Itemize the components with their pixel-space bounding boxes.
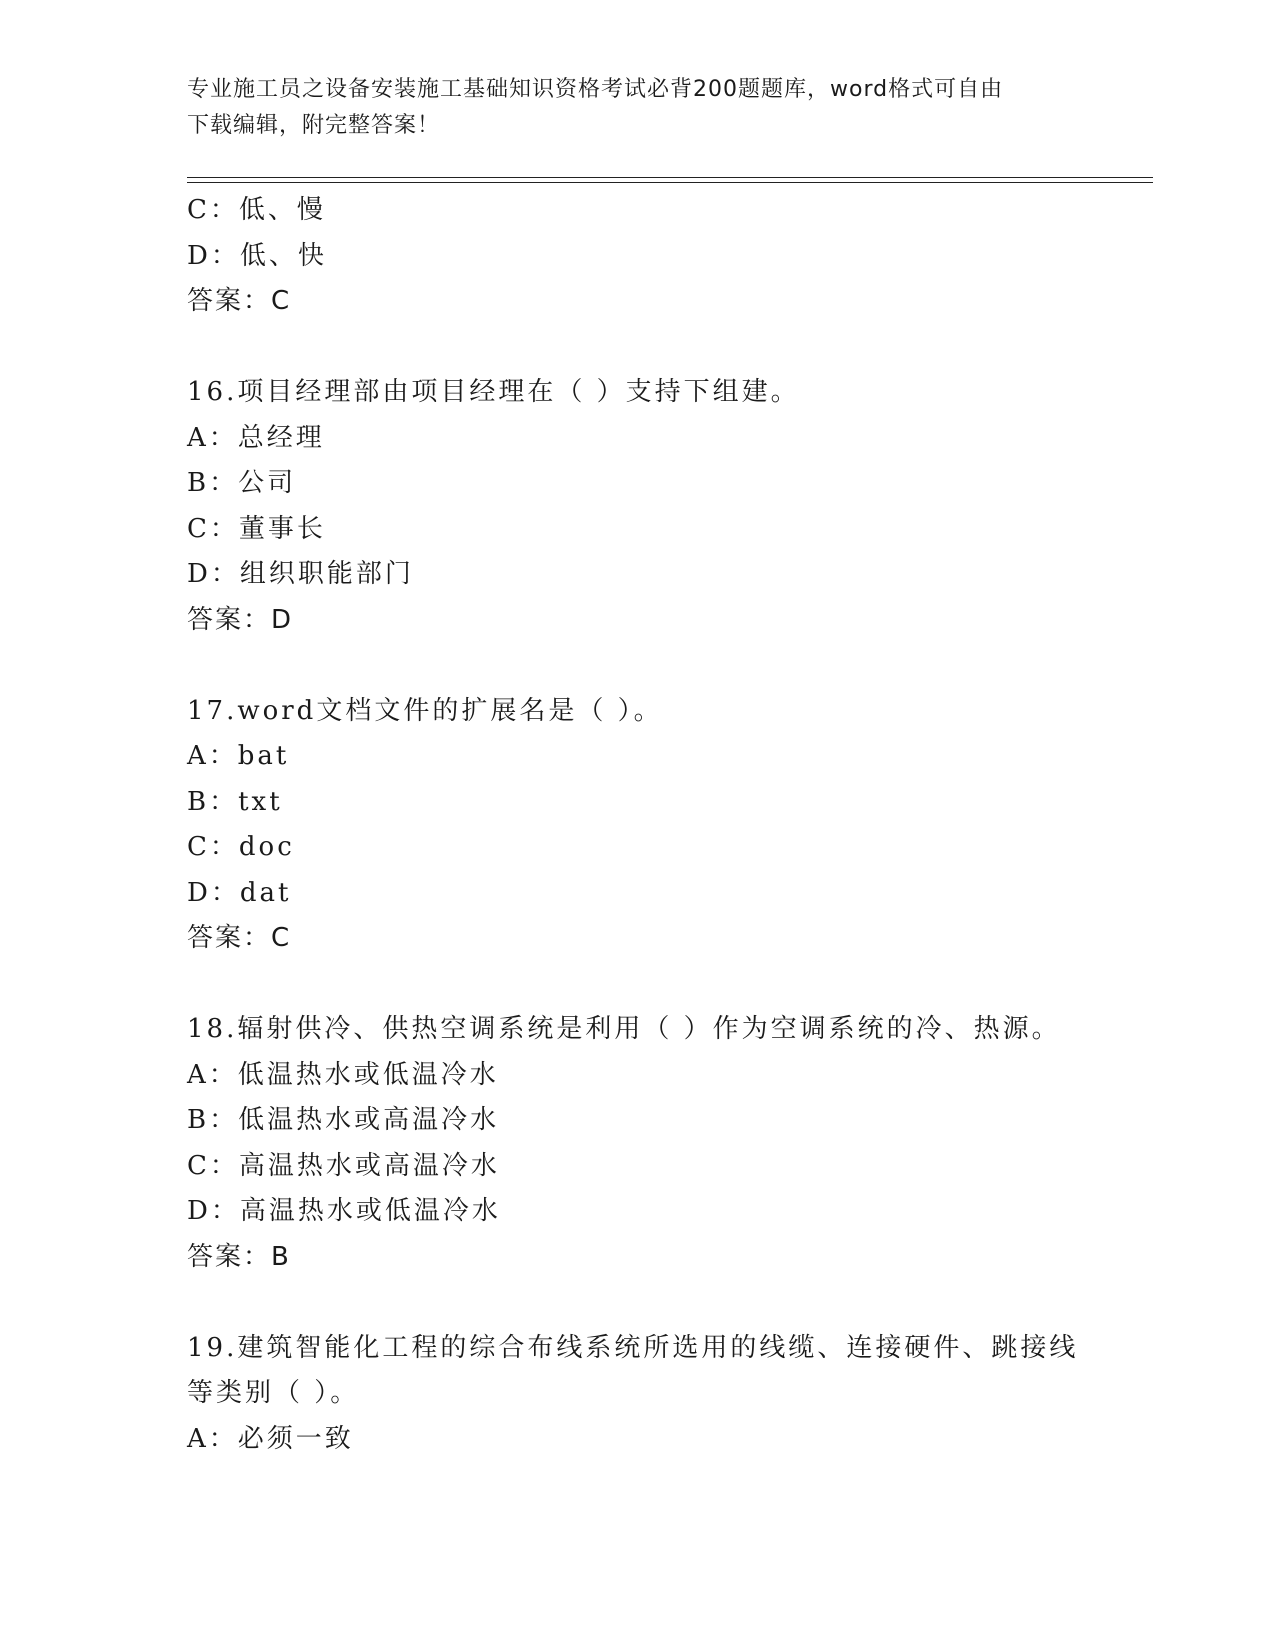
option-b: B：txt	[187, 786, 283, 817]
option-c: C：高温热水或高温冷水	[187, 1150, 500, 1181]
question-stem: 16.项目经理部由项目经理在（ ）支持下组建。	[187, 377, 800, 407]
option-d: D：高温热水或低温冷水	[187, 1196, 501, 1226]
spacer	[187, 962, 1087, 1008]
spacer	[187, 1280, 1087, 1326]
question-15-tail	[187, 188, 1087, 325]
question-18	[187, 1007, 1087, 1280]
answer-line: 答案：C	[187, 923, 292, 953]
option-a: A：bat	[187, 741, 290, 771]
question-stem: 17.word文档文件的扩展名是（ ）。	[187, 695, 663, 726]
header-divider-bottom	[187, 182, 1153, 183]
option-b: B：公司	[187, 468, 297, 498]
option-a: A：低温热水或低温冷水	[187, 1059, 499, 1090]
question-16	[187, 370, 1087, 643]
spacer	[187, 643, 1087, 689]
option-d: D：低、快	[187, 240, 327, 271]
header-divider-top	[187, 177, 1153, 178]
question-list	[187, 188, 1087, 1462]
header-line-2: 下载编辑，附完整答案！	[187, 113, 441, 138]
spacer	[187, 325, 1087, 371]
answer-line: 答案：C	[187, 286, 292, 316]
question-19	[187, 1326, 1087, 1463]
question-stem: 18.辐射供冷、供热空调系统是利用（ ）作为空调系统的冷、热源。	[187, 1014, 1061, 1044]
option-a: A：总经理	[187, 422, 325, 453]
question-stem-line-2: 等类别（ ）。	[187, 1378, 360, 1408]
option-c: C：doc	[187, 832, 295, 862]
answer-line: 答案：B	[187, 1241, 291, 1272]
question-stem-line-1: 19.建筑智能化工程的综合布线系统所选用的线缆、连接硬件、跳接线	[187, 1332, 1079, 1363]
question-17	[187, 689, 1087, 962]
header-line-1: 专业施工员之设备安装施工基础知识资格考试必背200题题库，word格式可自由	[187, 77, 1004, 102]
option-a: A：必须一致	[187, 1423, 354, 1454]
option-c: C：董事长	[187, 513, 326, 544]
option-c: C：低、慢	[187, 195, 326, 225]
option-b: B：低温热水或高温冷水	[187, 1105, 500, 1135]
document-header	[187, 72, 1067, 144]
option-d: D：dat	[187, 877, 292, 908]
option-d: D：组织职能部门	[187, 559, 414, 589]
answer-line: 答案：D	[187, 604, 294, 635]
